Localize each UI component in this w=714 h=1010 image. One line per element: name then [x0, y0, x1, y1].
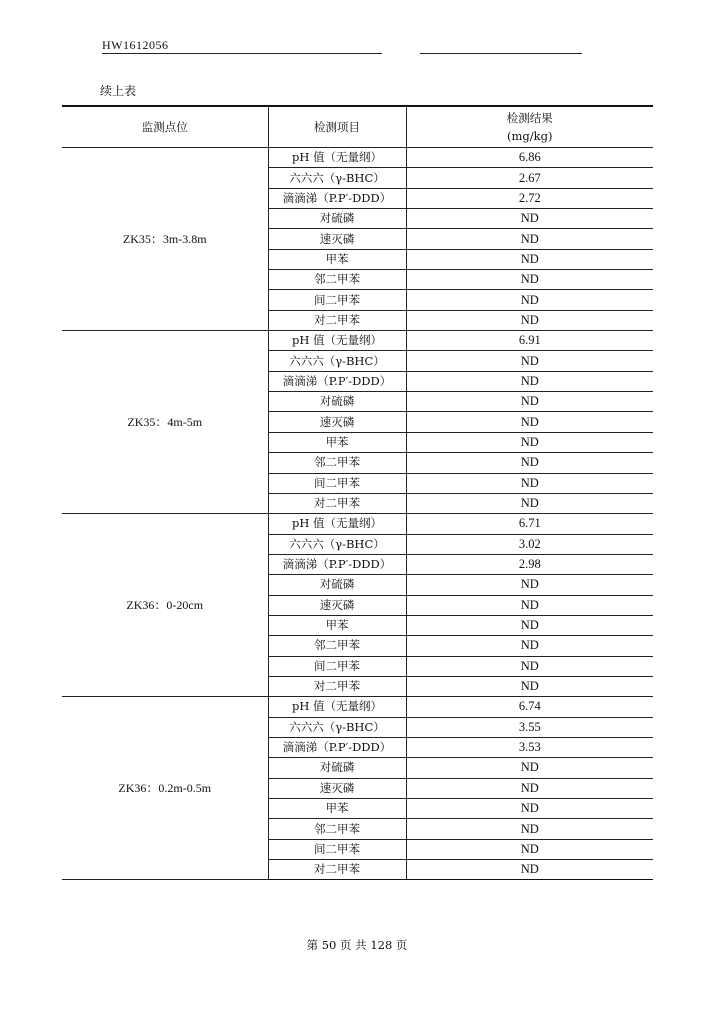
test-item-cell: pH 值（无量纲） [268, 148, 406, 168]
test-item-cell: 滴滴涕（P.P′-DDD） [268, 554, 406, 574]
test-item-cell: 六六六（γ-BHC） [268, 717, 406, 737]
test-result-cell: ND [406, 758, 653, 778]
test-item-cell: 对硫磷 [268, 575, 406, 595]
test-item-cell: 滴滴涕（P.P′-DDD） [268, 737, 406, 757]
test-item-cell: 对二甲苯 [268, 310, 406, 330]
header-test-result [406, 106, 653, 148]
test-item-cell: 速灭磷 [268, 778, 406, 798]
test-item-cell: 邻二甲苯 [268, 270, 406, 290]
test-result-cell: ND [406, 473, 653, 493]
table-continued-label: 续上表 [100, 84, 137, 98]
header-result-unit: (mg/kg) [507, 129, 553, 143]
test-item-cell: 间二甲苯 [268, 290, 406, 310]
test-result-cell: ND [406, 778, 653, 798]
test-result-cell: 3.55 [406, 717, 653, 737]
test-result-cell: ND [406, 615, 653, 635]
test-item-cell: 甲苯 [268, 799, 406, 819]
test-result-cell: 6.91 [406, 331, 653, 351]
test-result-cell: ND [406, 290, 653, 310]
test-result-cell: 3.53 [406, 737, 653, 757]
test-result-cell: ND [406, 493, 653, 513]
test-result-cell: ND [406, 636, 653, 656]
test-item-cell: 邻二甲苯 [268, 636, 406, 656]
document-id: HW1612056 [102, 38, 169, 52]
test-result-cell: ND [406, 310, 653, 330]
results-table [62, 105, 653, 880]
table-row [62, 697, 653, 717]
test-result-cell: ND [406, 209, 653, 229]
header-result-label: 检测结果 [506, 111, 553, 125]
header-rule-left [102, 53, 382, 54]
header-monitoring-point: 监测点位 [62, 106, 268, 148]
test-result-cell: ND [406, 595, 653, 615]
test-item-cell: 速灭磷 [268, 595, 406, 615]
test-item-cell: 滴滴涕（P.P′-DDD） [268, 188, 406, 208]
test-item-cell: 邻二甲苯 [268, 819, 406, 839]
test-result-cell: ND [406, 371, 653, 391]
test-result-cell: ND [406, 412, 653, 432]
test-result-cell: ND [406, 839, 653, 859]
test-result-cell: 6.71 [406, 514, 653, 534]
test-item-cell: 间二甲苯 [268, 839, 406, 859]
test-item-cell: 六六六（γ-BHC） [268, 168, 406, 188]
page-number: 第 50 页 共 128 页 [306, 938, 408, 952]
monitoring-point-cell: ZK36：0.2m-0.5m [62, 697, 268, 880]
test-result-cell: ND [406, 432, 653, 452]
test-item-cell: pH 值（无量纲） [268, 514, 406, 534]
test-item-cell: 对二甲苯 [268, 860, 406, 880]
table-row [62, 148, 653, 168]
monitoring-point-cell: ZK35：4m-5m [62, 331, 268, 514]
test-item-cell: 甲苯 [268, 432, 406, 452]
test-item-cell: 甲苯 [268, 615, 406, 635]
table-row [62, 514, 653, 534]
test-result-cell: ND [406, 453, 653, 473]
test-item-cell: 对硫磷 [268, 392, 406, 412]
monitoring-point-cell: ZK35：3m-3.8m [62, 148, 268, 331]
table-body [62, 148, 653, 880]
test-item-cell: 对硫磷 [268, 758, 406, 778]
test-result-cell: 6.74 [406, 697, 653, 717]
test-result-cell: ND [406, 656, 653, 676]
test-result-cell: ND [406, 860, 653, 880]
test-item-cell: 速灭磷 [268, 229, 406, 249]
test-item-cell: 滴滴涕（P.P′-DDD） [268, 371, 406, 391]
table-header-row [62, 106, 653, 148]
test-item-cell: pH 值（无量纲） [268, 697, 406, 717]
test-result-cell: 2.72 [406, 188, 653, 208]
test-item-cell: 速灭磷 [268, 412, 406, 432]
test-result-cell: 2.67 [406, 168, 653, 188]
test-item-cell: 六六六（γ-BHC） [268, 534, 406, 554]
test-result-cell: 3.02 [406, 534, 653, 554]
test-item-cell: pH 值（无量纲） [268, 331, 406, 351]
header-rule-right [420, 53, 582, 54]
test-result-cell: ND [406, 819, 653, 839]
test-result-cell: ND [406, 351, 653, 371]
test-item-cell: 间二甲苯 [268, 656, 406, 676]
test-item-cell: 邻二甲苯 [268, 453, 406, 473]
test-item-cell: 对二甲苯 [268, 676, 406, 696]
table-row [62, 331, 653, 351]
test-item-cell: 对二甲苯 [268, 493, 406, 513]
test-result-cell: ND [406, 270, 653, 290]
test-result-cell: ND [406, 575, 653, 595]
header-test-item: 检测项目 [268, 106, 406, 148]
test-result-cell: ND [406, 229, 653, 249]
test-result-cell: ND [406, 392, 653, 412]
test-result-cell: 2.98 [406, 554, 653, 574]
monitoring-point-cell: ZK36：0-20cm [62, 514, 268, 697]
test-item-cell: 甲苯 [268, 249, 406, 269]
test-item-cell: 间二甲苯 [268, 473, 406, 493]
test-result-cell: 6.86 [406, 148, 653, 168]
test-result-cell: ND [406, 799, 653, 819]
test-result-cell: ND [406, 676, 653, 696]
test-item-cell: 六六六（γ-BHC） [268, 351, 406, 371]
test-result-cell: ND [406, 249, 653, 269]
test-item-cell: 对硫磷 [268, 209, 406, 229]
